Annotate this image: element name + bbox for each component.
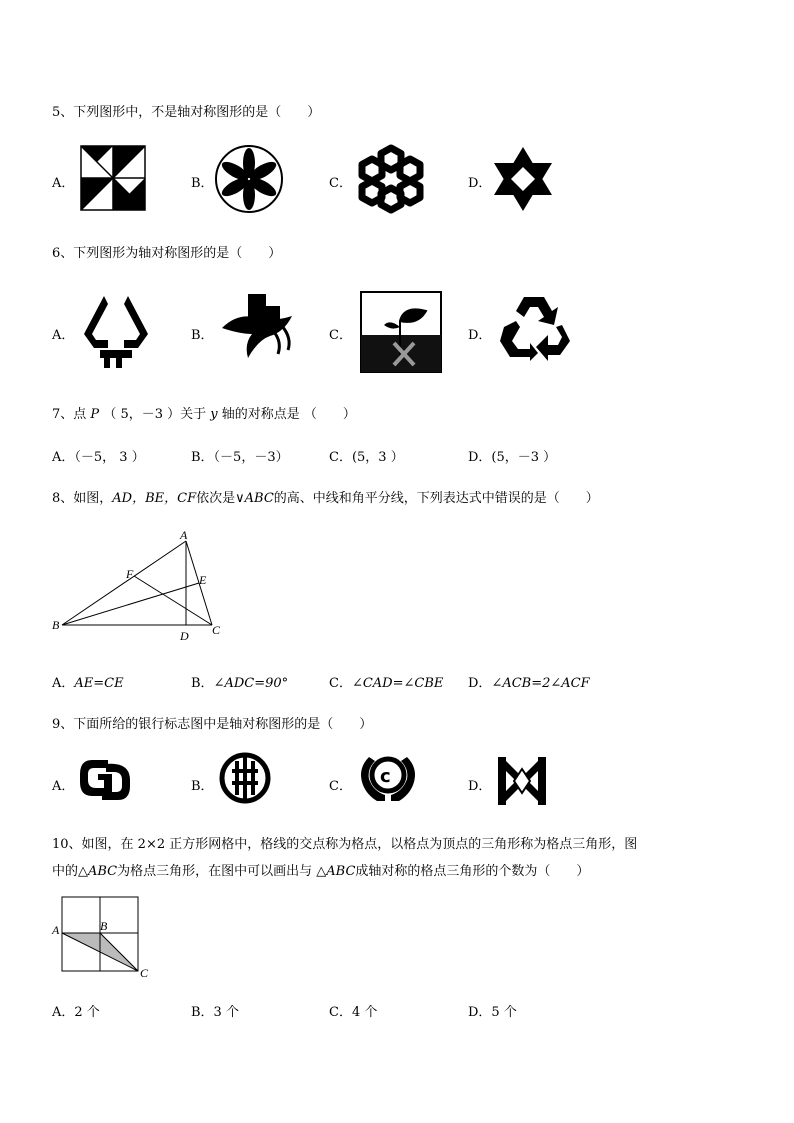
q6-label-c: C． [329,328,352,343]
q10-stem-part: 为格点三角形，在图中可以画出与 △ [117,864,327,879]
q8-label-f: F [126,567,134,581]
bank-logo-d-figure [496,755,548,807]
q10-option-b: B．3 个 [191,1005,239,1020]
bank-logo-c-figure [355,751,421,807]
q7-option-b: B．（－5，－3） [191,450,289,465]
q10-triangle-name: ABC [326,864,356,879]
q5-label-c: C． [329,176,352,191]
bank-logo-b-figure [218,751,272,805]
q10-grid-figure [50,895,156,981]
q8-stem [52,487,599,506]
q8-option-math: ∠ACB=2∠ACF [491,676,590,691]
q8-option-prefix: C． [329,676,352,691]
q7-stem-part: 轴的对称点是 （ ） [221,407,356,422]
q8-label-c: C [212,623,221,637]
q6-label-b: B． [191,328,214,343]
q8-label-b: B [52,618,60,632]
q8-option-prefix: D． [468,676,492,691]
q6-label-a: A． [52,328,75,343]
flower-circle-figure [214,144,284,214]
q6-stem: 6、下列图形为轴对称图形的是（ ） [52,246,282,261]
q8-label-a: A [180,528,188,542]
q8-segments: AD，BE，CF [112,491,197,506]
pinwheel-figure [80,145,146,211]
q10-stem-part: 中的△ [52,864,88,879]
q10-option-d: D．5 个 [468,1005,517,1020]
svg-text:c: c [380,766,391,787]
triangle-logo-figure [80,292,152,370]
q7-option-a: A．（－5， 3 ） [52,450,145,465]
q8-option-math: AE=CE [74,676,124,691]
q10-stem-part: 成轴对称的格点三角形的个数为（ ） [355,864,590,879]
q9-label-b: B． [191,779,214,794]
q8-stem-part: 8、如图， [52,491,113,506]
q7-point-name: P [90,407,100,422]
q8-option-c [329,672,443,691]
q9-label-c: C． [329,779,352,794]
q10-label-c: C [140,966,149,980]
q7-axis-name: y [210,407,218,422]
q5-label-b: B． [191,176,214,191]
q7-option-c: C．(5，3 ） [329,450,404,465]
q8-stem-part: 依次是 [196,491,236,506]
q9-stem: 9、下面所给的银行标志图中是轴对称图形的是（ ） [52,717,373,732]
q8-triangle-figure [50,528,230,646]
q8-stem-part: 的高、中线和角平分线，下列表达式中错误的是（ ） [273,491,599,506]
hexagon-ring-figure [352,144,430,214]
q8-label-d: D [180,629,189,643]
q7-stem [52,403,356,422]
q8-label-e: E [199,573,207,587]
q8-option-math: ∠CAD=∠CBE [351,676,444,691]
six-point-star-figure [490,145,556,213]
q10-option-a: A．2 个 [52,1005,100,1020]
q10-label-a: A [52,923,60,937]
q7-option-d: D．(5，－3 ） [468,450,557,465]
q10-triangle-name: ABC [88,864,118,879]
q7-stem-part: 7、点 [52,407,87,422]
q9-label-d: D． [468,779,492,794]
q8-option-prefix: A． [52,676,75,691]
q6-label-d: D． [468,328,492,343]
q10-line-2 [52,860,589,879]
q8-option-d [468,672,590,691]
q8-option-prefix: B． [191,676,214,691]
bank-logo-a-figure [78,758,132,802]
q10-label-b: B [100,919,108,933]
q7-stem-part: （ 5，－3 ）关于 [103,407,207,422]
q8-option-a [52,672,124,691]
q9-label-a: A． [52,779,75,794]
q10-line-1: 10、如图，在 2×2 正方形网格中，格线的交点称为格点，以格点为顶点的三角形称为格点三角形，图 [52,837,638,852]
q5-stem: 5、下列图形中，不是轴对称图形的是（ ） [52,105,321,120]
bird-cross-figure [218,292,296,362]
q10-option-c: C．4 个 [329,1005,378,1020]
q8-option-b [191,672,288,691]
q5-label-a: A． [52,176,75,191]
no-picking-sign-figure [360,291,442,373]
q8-option-math: ∠ADC=90° [213,676,289,691]
q8-triangle-name: ∨ABC [235,491,274,506]
recycle-symbol-figure [496,293,572,363]
q5-label-d: D． [468,176,492,191]
